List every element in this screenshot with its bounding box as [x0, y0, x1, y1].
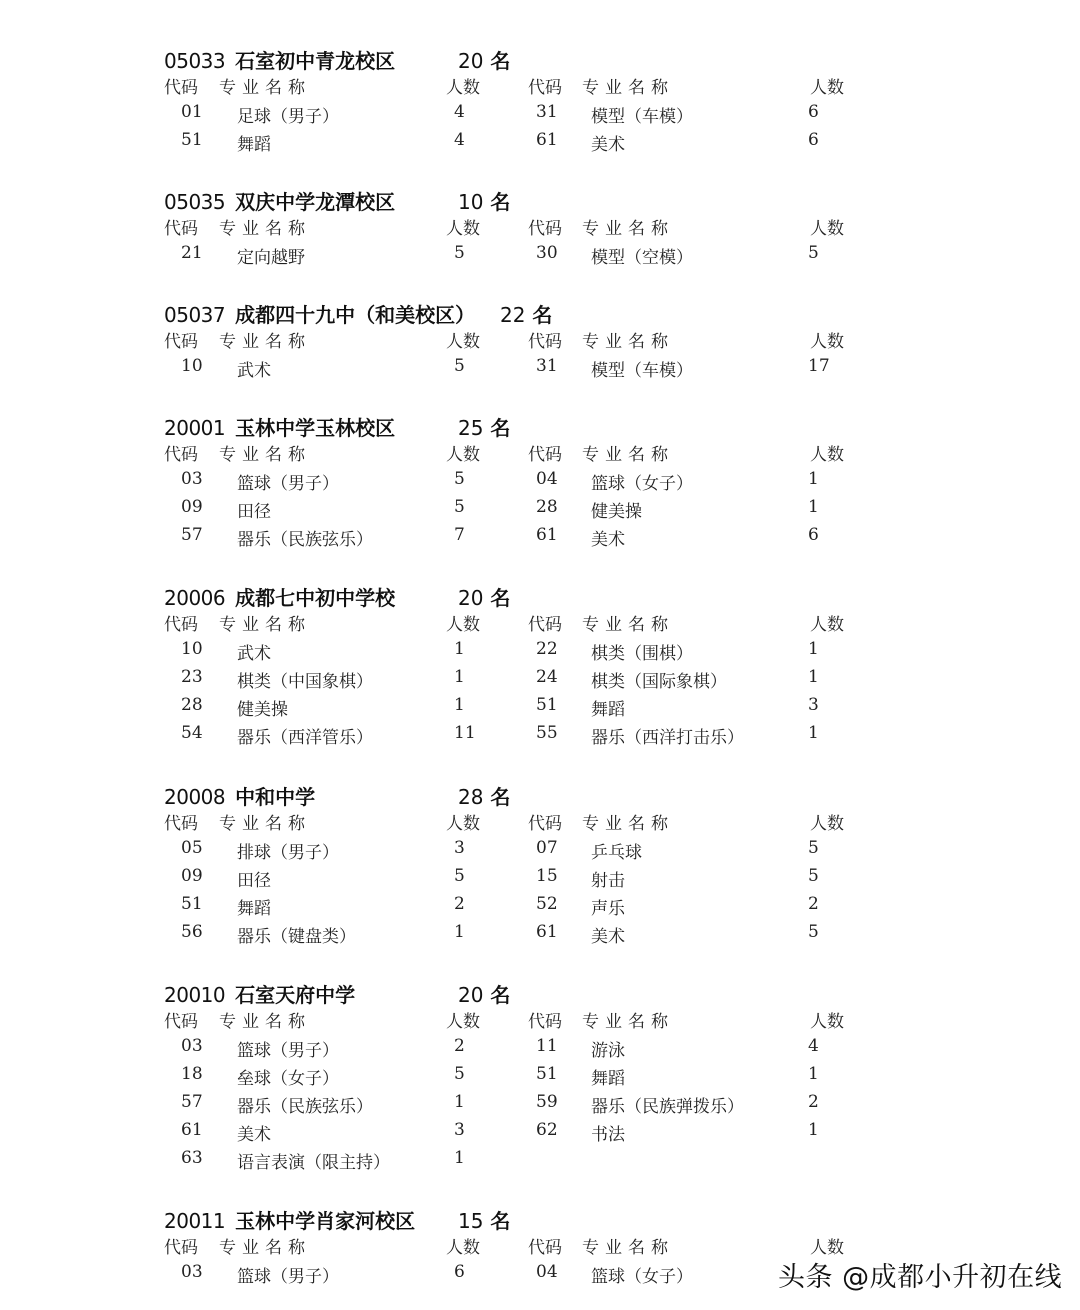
cell-name: 美术 [591, 530, 625, 550]
header-name: 专业名称 [219, 219, 311, 239]
cell-code: 51 [181, 894, 203, 914]
cell-name: 武术 [237, 644, 271, 664]
cell-count: 2 [454, 894, 465, 914]
cell-code: 31 [536, 356, 558, 376]
cell-name: 篮球（男子） [237, 474, 339, 494]
cell-code: 30 [536, 243, 558, 263]
cell-code: 52 [536, 894, 558, 914]
school-name: 中和中学 [235, 785, 316, 809]
cell-count: 5 [808, 838, 819, 858]
school-title [164, 45, 395, 73]
header-code: 代码 [528, 615, 562, 635]
header-name: 专业名称 [219, 1012, 311, 1032]
header-count: 人数 [446, 445, 480, 465]
school-code: 20001 [164, 416, 226, 440]
cell-name: 模型（车模） [591, 107, 693, 127]
cell-name: 舞蹈 [237, 135, 271, 155]
cell-count: 2 [808, 1092, 819, 1112]
school-quota: 22 名 [500, 303, 553, 327]
header-name: 专业名称 [582, 615, 674, 635]
cell-count: 5 [454, 356, 465, 376]
cell-code: 03 [181, 469, 203, 489]
header-name: 专业名称 [582, 1012, 674, 1032]
cell-code: 05 [181, 838, 203, 858]
header-name: 专业名称 [219, 1238, 311, 1258]
cell-code: 10 [181, 356, 203, 376]
cell-name: 篮球（女子） [591, 1267, 693, 1287]
header-code: 代码 [164, 219, 198, 239]
cell-name: 棋类（中国象棋） [237, 672, 373, 692]
cell-code: 04 [536, 469, 558, 489]
cell-count: 7 [454, 525, 465, 545]
school-name: 成都七中初中学校 [235, 586, 396, 610]
cell-code: 03 [181, 1262, 203, 1282]
cell-name: 排球（男子） [237, 843, 339, 863]
header-count: 人数 [446, 1012, 480, 1032]
table-header [0, 440, 1080, 468]
header-count: 人数 [446, 332, 480, 352]
cell-name: 模型（空模） [591, 248, 693, 268]
cell-count: 17 [808, 356, 830, 376]
table-header [0, 327, 1080, 355]
table-row [0, 922, 1080, 950]
cell-count: 1 [808, 1120, 819, 1140]
school-name: 玉林中学玉林校区 [235, 416, 396, 440]
cell-code: 59 [536, 1092, 558, 1112]
header-count: 人数 [810, 445, 844, 465]
table-header [0, 73, 1080, 101]
cell-name: 语言表演（限主持） [237, 1153, 390, 1173]
cell-name: 定向越野 [237, 248, 305, 268]
cell-count: 1 [454, 695, 465, 715]
cell-count: 5 [454, 1064, 465, 1084]
cell-count: 5 [808, 243, 819, 263]
cell-name: 健美操 [591, 502, 642, 522]
cell-count: 3 [808, 695, 819, 715]
cell-count: 1 [454, 639, 465, 659]
cell-count: 1 [454, 1148, 465, 1168]
header-count: 人数 [446, 1238, 480, 1258]
table-header [0, 1007, 1080, 1035]
cell-code: 61 [536, 922, 558, 942]
cell-code: 23 [181, 667, 203, 687]
table-row [0, 243, 1080, 271]
cell-count: 4 [454, 102, 465, 122]
header-code: 代码 [164, 332, 198, 352]
school-quota: 15 名 [458, 1209, 511, 1233]
school-code: 05033 [164, 49, 226, 73]
cell-name: 乒乓球 [591, 843, 642, 863]
cell-name: 舞蹈 [591, 700, 625, 720]
cell-count: 1 [808, 497, 819, 517]
cell-code: 61 [536, 525, 558, 545]
school-quota: 10 名 [458, 190, 511, 214]
cell-code: 63 [181, 1148, 203, 1168]
header-name: 专业名称 [219, 814, 311, 834]
header-code: 代码 [528, 445, 562, 465]
header-code: 代码 [528, 814, 562, 834]
cell-count: 4 [454, 130, 465, 150]
cell-code: 57 [181, 525, 203, 545]
header-code: 代码 [164, 615, 198, 635]
table-row [0, 1120, 1080, 1148]
cell-count: 5 [808, 866, 819, 886]
cell-code: 15 [536, 866, 558, 886]
cell-code: 61 [181, 1120, 203, 1140]
school-code: 20010 [164, 983, 226, 1007]
cell-count: 1 [808, 469, 819, 489]
cell-name: 模型（车模） [591, 361, 693, 381]
table-row [0, 469, 1080, 497]
school-title [164, 979, 355, 1007]
cell-count: 6 [808, 102, 819, 122]
cell-name: 游泳 [591, 1041, 625, 1061]
cell-code: 62 [536, 1120, 558, 1140]
cell-name: 篮球（女子） [591, 474, 693, 494]
school-name: 石室天府中学 [235, 983, 356, 1007]
school-quota: 20 名 [458, 983, 511, 1007]
header-name: 专业名称 [219, 615, 311, 635]
header-count: 人数 [810, 332, 844, 352]
cell-count: 1 [454, 667, 465, 687]
cell-count: 6 [808, 130, 819, 150]
cell-name: 舞蹈 [591, 1069, 625, 1089]
header-name: 专业名称 [582, 219, 674, 239]
table-row [0, 102, 1080, 130]
cell-name: 器乐（民族弦乐） [237, 1097, 373, 1117]
header-code: 代码 [528, 78, 562, 98]
cell-code: 28 [181, 695, 203, 715]
school-name: 双庆中学龙潭校区 [235, 190, 396, 214]
cell-name: 书法 [591, 1125, 625, 1145]
cell-code: 57 [181, 1092, 203, 1112]
school-title [164, 299, 475, 327]
header-count: 人数 [810, 219, 844, 239]
cell-name: 田径 [237, 871, 271, 891]
table-header [0, 809, 1080, 837]
cell-code: 31 [536, 102, 558, 122]
cell-name: 器乐（键盘类） [237, 927, 356, 947]
cell-name: 美术 [591, 135, 625, 155]
school-quota: 20 名 [458, 49, 511, 73]
table-row [0, 667, 1080, 695]
school-title [164, 412, 395, 440]
table-row [0, 866, 1080, 894]
cell-count: 1 [808, 723, 819, 743]
header-code: 代码 [164, 78, 198, 98]
header-code: 代码 [164, 1012, 198, 1032]
table-row [0, 639, 1080, 667]
header-count: 人数 [446, 814, 480, 834]
table-row [0, 1036, 1080, 1064]
cell-name: 篮球（男子） [237, 1041, 339, 1061]
cell-code: 55 [536, 723, 558, 743]
table-header [0, 214, 1080, 242]
cell-code: 56 [181, 922, 203, 942]
header-name: 专业名称 [582, 78, 674, 98]
cell-code: 51 [181, 130, 203, 150]
table-row [0, 1148, 1080, 1176]
school-code: 05035 [164, 190, 226, 214]
header-count: 人数 [810, 1012, 844, 1032]
cell-name: 垒球（女子） [237, 1069, 339, 1089]
cell-code: 04 [536, 1262, 558, 1282]
cell-name: 足球（男子） [237, 107, 339, 127]
school-code: 20006 [164, 586, 226, 610]
header-count: 人数 [810, 1238, 844, 1258]
school-title [164, 781, 315, 809]
header-code: 代码 [164, 814, 198, 834]
cell-code: 28 [536, 497, 558, 517]
cell-count: 5 [454, 469, 465, 489]
header-code: 代码 [164, 1238, 198, 1258]
cell-count: 3 [454, 838, 465, 858]
cell-count: 5 [454, 497, 465, 517]
school-code: 20011 [164, 1209, 226, 1233]
cell-code: 22 [536, 639, 558, 659]
cell-code: 21 [181, 243, 203, 263]
header-name: 专业名称 [582, 445, 674, 465]
cell-name: 声乐 [591, 899, 625, 919]
table-row [0, 1064, 1080, 1092]
cell-code: 01 [181, 102, 203, 122]
cell-code: 54 [181, 723, 203, 743]
cell-code: 03 [181, 1036, 203, 1056]
cell-name: 棋类（国际象棋） [591, 672, 727, 692]
table-row [0, 130, 1080, 158]
header-name: 专业名称 [219, 332, 311, 352]
cell-count: 5 [454, 866, 465, 886]
table-row [0, 838, 1080, 866]
header-code: 代码 [528, 1012, 562, 1032]
table-row [0, 723, 1080, 751]
cell-count: 1 [808, 1064, 819, 1084]
header-name: 专业名称 [582, 814, 674, 834]
header-name: 专业名称 [582, 1238, 674, 1258]
header-code: 代码 [164, 445, 198, 465]
table-row [0, 695, 1080, 723]
table-row [0, 497, 1080, 525]
school-name: 石室初中青龙校区 [235, 49, 396, 73]
school-quota: 28 名 [458, 785, 511, 809]
school-quota: 25 名 [458, 416, 511, 440]
school-title [164, 186, 395, 214]
cell-count: 3 [454, 1120, 465, 1140]
cell-code: 10 [181, 639, 203, 659]
header-count: 人数 [446, 219, 480, 239]
cell-code: 61 [536, 130, 558, 150]
school-code: 20008 [164, 785, 226, 809]
table-row [0, 356, 1080, 384]
cell-count: 6 [808, 525, 819, 545]
cell-code: 09 [181, 497, 203, 517]
cell-name: 篮球（男子） [237, 1267, 339, 1287]
cell-code: 09 [181, 866, 203, 886]
cell-count: 5 [454, 243, 465, 263]
cell-count: 2 [808, 894, 819, 914]
cell-code: 07 [536, 838, 558, 858]
header-count: 人数 [446, 615, 480, 635]
cell-name: 美术 [591, 927, 625, 947]
header-code: 代码 [528, 1238, 562, 1258]
cell-code: 24 [536, 667, 558, 687]
table-row [0, 525, 1080, 553]
cell-name: 武术 [237, 361, 271, 381]
header-name: 专业名称 [219, 78, 311, 98]
cell-count: 2 [454, 1036, 465, 1056]
cell-code: 11 [536, 1036, 558, 1056]
header-name: 专业名称 [582, 332, 674, 352]
cell-code: 18 [181, 1064, 203, 1084]
cell-count: 4 [808, 1036, 819, 1056]
cell-name: 健美操 [237, 700, 288, 720]
watermark: 头条 @成都小升初在线 [778, 1262, 1063, 1293]
cell-name: 美术 [237, 1125, 271, 1145]
cell-name: 器乐（民族弦乐） [237, 530, 373, 550]
school-title [164, 1205, 415, 1233]
cell-count: 11 [454, 723, 476, 743]
school-code: 05037 [164, 303, 226, 327]
cell-code: 51 [536, 695, 558, 715]
header-name: 专业名称 [219, 445, 311, 465]
header-code: 代码 [528, 332, 562, 352]
header-code: 代码 [528, 219, 562, 239]
cell-count: 1 [808, 639, 819, 659]
table-row [0, 1092, 1080, 1120]
cell-count: 5 [808, 922, 819, 942]
school-title [164, 582, 395, 610]
cell-name: 器乐（民族弹拨乐） [591, 1097, 744, 1117]
school-name: 玉林中学肖家河校区 [235, 1209, 416, 1233]
cell-name: 射击 [591, 871, 625, 891]
cell-name: 器乐（西洋管乐） [237, 728, 373, 748]
school-name: 成都四十九中（和美校区） [235, 303, 476, 327]
cell-count: 1 [454, 1092, 465, 1112]
cell-count: 1 [454, 922, 465, 942]
cell-name: 舞蹈 [237, 899, 271, 919]
school-quota: 20 名 [458, 586, 511, 610]
header-count: 人数 [810, 814, 844, 834]
cell-name: 田径 [237, 502, 271, 522]
header-count: 人数 [810, 78, 844, 98]
header-count: 人数 [810, 615, 844, 635]
header-count: 人数 [446, 78, 480, 98]
table-row [0, 894, 1080, 922]
cell-name: 棋类（围棋） [591, 644, 693, 664]
cell-count: 6 [454, 1262, 465, 1282]
cell-count: 1 [808, 667, 819, 687]
cell-name: 器乐（西洋打击乐） [591, 728, 744, 748]
table-header [0, 610, 1080, 638]
cell-code: 51 [536, 1064, 558, 1084]
